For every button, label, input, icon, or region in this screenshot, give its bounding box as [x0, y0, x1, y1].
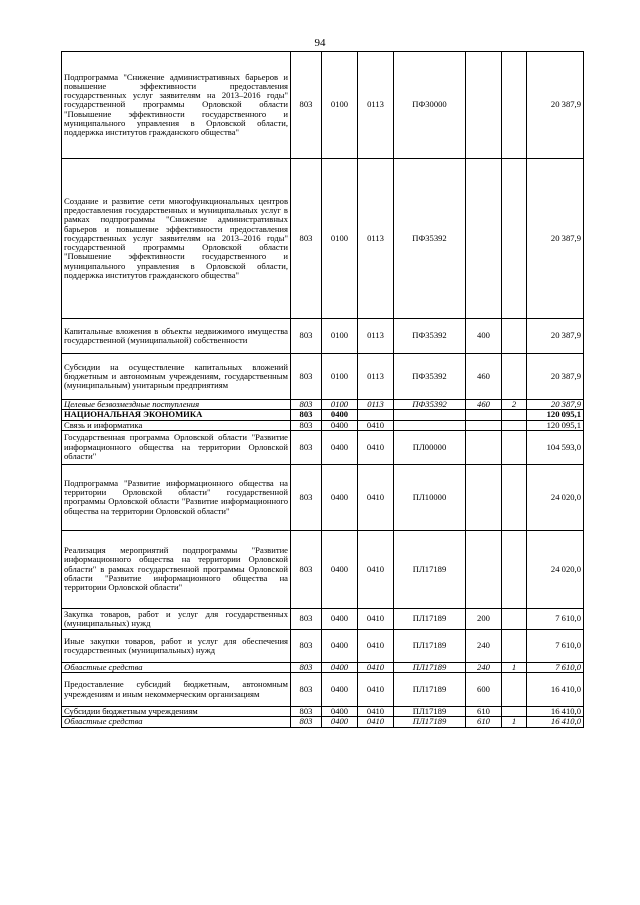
org-code-cell: 803 — [291, 410, 322, 420]
amount-cell: 20 387,9 — [527, 400, 584, 410]
subsection-code-cell: 0410 — [358, 707, 394, 717]
row-name-cell: Областные средства — [62, 717, 291, 727]
subsection-code-cell: 0410 — [358, 430, 394, 464]
table-row — [62, 464, 584, 530]
row-name-cell: Связь и информатика — [62, 420, 291, 430]
subsection-code-cell: 0410 — [358, 464, 394, 530]
amount-cell: 120 095,1 — [527, 420, 584, 430]
table-row — [62, 608, 584, 629]
fund-source-cell — [502, 707, 527, 717]
table-row — [62, 52, 584, 159]
article-code-cell: ПЛ17189 — [394, 707, 466, 717]
fund-source-cell — [502, 159, 527, 319]
org-code-cell: 803 — [291, 400, 322, 410]
expense-type-cell: 610 — [466, 717, 502, 727]
row-name-cell: Субсидии на осуществление капитальных вложений бюджетным и автономным учреждениям, государственным (муниципальным) унитарным предприятиям — [62, 354, 291, 400]
org-code-cell: 803 — [291, 354, 322, 400]
subsection-code-cell: 0113 — [358, 319, 394, 354]
article-code-cell — [394, 420, 466, 430]
subsection-code-cell: 0410 — [358, 530, 394, 608]
amount-cell: 20 387,9 — [527, 52, 584, 159]
row-name-cell: Областные средства — [62, 662, 291, 672]
fund-source-cell — [502, 464, 527, 530]
org-code-cell: 803 — [291, 464, 322, 530]
article-code-cell: ПФ35392 — [394, 159, 466, 319]
amount-cell: 16 410,0 — [527, 717, 584, 727]
expense-type-cell — [466, 159, 502, 319]
expense-type-cell: 460 — [466, 354, 502, 400]
expense-type-cell: 610 — [466, 707, 502, 717]
row-name-cell: Подпрограмма "Снижение административных барьеров и повышение эффективности предоставления государственных услуг заявителям на 2013–2016 годы" государственной программы Орловской области "Повышение эффективности государственного и муниципального управления в Орловской области, поддержка институтов гражданского общества" — [62, 52, 291, 159]
table-row — [62, 400, 584, 410]
subsection-code-cell: 0113 — [358, 52, 394, 159]
fund-source-cell — [502, 319, 527, 354]
subsection-code-cell: 0113 — [358, 159, 394, 319]
expense-type-cell: 460 — [466, 400, 502, 410]
article-code-cell: ПЛ17189 — [394, 608, 466, 629]
row-name-cell: Закупка товаров, работ и услуг для государственных (муниципальных) нужд — [62, 608, 291, 629]
table-row — [62, 717, 584, 727]
org-code-cell: 803 — [291, 707, 322, 717]
row-name-cell: Иные закупки товаров, работ и услуг для обеспечения государственных (муниципальных) нужд — [62, 629, 291, 662]
section-code-cell: 0400 — [322, 430, 358, 464]
section-code-cell: 0100 — [322, 354, 358, 400]
expense-type-cell: 200 — [466, 608, 502, 629]
table-row — [62, 662, 584, 672]
org-code-cell: 803 — [291, 530, 322, 608]
row-name-cell: Реализация мероприятий подпрограммы "Развитие информационного общества на территории Орловской области" в рамках государственной программы Орловской области "Развитие информационного общества на территории Орловской области" — [62, 530, 291, 608]
org-code-cell: 803 — [291, 608, 322, 629]
article-code-cell: ПФ30000 — [394, 52, 466, 159]
subsection-code-cell: 0113 — [358, 354, 394, 400]
org-code-cell: 803 — [291, 52, 322, 159]
article-code-cell: ПЛ17189 — [394, 662, 466, 672]
amount-cell: 20 387,9 — [527, 354, 584, 400]
fund-source-cell: 2 — [502, 400, 527, 410]
table-row — [62, 319, 584, 354]
expense-type-cell: 240 — [466, 629, 502, 662]
org-code-cell: 803 — [291, 420, 322, 430]
section-code-cell: 0100 — [322, 400, 358, 410]
row-name-cell: Капитальные вложения в объекты недвижимого имущества государственной (муниципальной) собственности — [62, 319, 291, 354]
subsection-code-cell: 0410 — [358, 717, 394, 727]
row-name-cell: Подпрограмма "Развитие информационного общества на территории Орловской области" государственной программы Орловской области "Развитие информационного общества на территории Орловской области" — [62, 464, 291, 530]
row-name-cell: Государственная программа Орловской области "Развитие информационного общества на территории Орловской области" — [62, 430, 291, 464]
fund-source-cell — [502, 420, 527, 430]
amount-cell: 16 410,0 — [527, 673, 584, 707]
table-row — [62, 707, 584, 717]
expense-type-cell — [466, 430, 502, 464]
table-row — [62, 530, 584, 608]
article-code-cell: ПЛ10000 — [394, 464, 466, 530]
amount-cell: 20 387,9 — [527, 159, 584, 319]
amount-cell: 104 593,0 — [527, 430, 584, 464]
row-name-cell: Целевые безвозмездные поступления — [62, 400, 291, 410]
section-code-cell: 0400 — [322, 530, 358, 608]
amount-cell: 7 610,0 — [527, 629, 584, 662]
fund-source-cell: 1 — [502, 662, 527, 672]
budget-table — [61, 51, 584, 728]
section-code-cell: 0400 — [322, 464, 358, 530]
subsection-code-cell: 0113 — [358, 400, 394, 410]
section-code-cell: 0400 — [322, 673, 358, 707]
section-code-cell: 0400 — [322, 707, 358, 717]
subsection-code-cell: 0410 — [358, 608, 394, 629]
subsection-code-cell — [358, 410, 394, 420]
org-code-cell: 803 — [291, 673, 322, 707]
org-code-cell: 803 — [291, 159, 322, 319]
article-code-cell: ПФ35392 — [394, 354, 466, 400]
expense-type-cell — [466, 52, 502, 159]
expense-type-cell — [466, 410, 502, 420]
row-name-cell: Создание и развитие сети многофункциональных центров предоставления государственных и муниципальных услуг в рамках подпрограммы "Снижение административных барьеров и повышение эффективности предоставления государственных услуг заявителям на 2013–2016 годы" государственной программы Орловской области "Повышение эффективности государственного и муниципального управления в Орловской области, поддержка институтов гражданского общества" — [62, 159, 291, 319]
fund-source-cell — [502, 530, 527, 608]
amount-cell: 120 095,1 — [527, 410, 584, 420]
table-body — [62, 52, 584, 728]
expense-type-cell: 600 — [466, 673, 502, 707]
table-row — [62, 629, 584, 662]
page-number: 94 — [314, 37, 326, 49]
org-code-cell: 803 — [291, 717, 322, 727]
subsection-code-cell: 0410 — [358, 662, 394, 672]
fund-source-cell — [502, 410, 527, 420]
fund-source-cell: 1 — [502, 717, 527, 727]
fund-source-cell — [502, 629, 527, 662]
org-code-cell: 803 — [291, 629, 322, 662]
expense-type-cell: 400 — [466, 319, 502, 354]
table-row — [62, 354, 584, 400]
section-code-cell: 0100 — [322, 52, 358, 159]
fund-source-cell — [502, 354, 527, 400]
expense-type-cell — [466, 464, 502, 530]
amount-cell: 24 020,0 — [527, 464, 584, 530]
table-row — [62, 410, 584, 420]
amount-cell: 24 020,0 — [527, 530, 584, 608]
row-name-cell: Субсидии бюджетным учреждениям — [62, 707, 291, 717]
org-code-cell: 803 — [291, 319, 322, 354]
subsection-code-cell: 0410 — [358, 673, 394, 707]
org-code-cell: 803 — [291, 662, 322, 672]
fund-source-cell — [502, 608, 527, 629]
article-code-cell: ПЛ17189 — [394, 673, 466, 707]
section-code-cell: 0400 — [322, 662, 358, 672]
amount-cell: 20 387,9 — [527, 319, 584, 354]
fund-source-cell — [502, 673, 527, 707]
amount-cell: 16 410,0 — [527, 707, 584, 717]
article-code-cell: ПФ35392 — [394, 400, 466, 410]
table-row — [62, 159, 584, 319]
article-code-cell: ПЛ17189 — [394, 629, 466, 662]
article-code-cell: ПФ35392 — [394, 319, 466, 354]
amount-cell: 7 610,0 — [527, 608, 584, 629]
section-code-cell: 0100 — [322, 159, 358, 319]
table-row — [62, 430, 584, 464]
section-code-cell: 0400 — [322, 420, 358, 430]
subsection-code-cell: 0410 — [358, 420, 394, 430]
article-code-cell: ПЛ17189 — [394, 530, 466, 608]
org-code-cell: 803 — [291, 430, 322, 464]
table-row — [62, 420, 584, 430]
article-code-cell: ПЛ17189 — [394, 717, 466, 727]
article-code-cell: ПЛ00000 — [394, 430, 466, 464]
section-code-cell: 0400 — [322, 629, 358, 662]
expense-type-cell: 240 — [466, 662, 502, 672]
section-code-cell: 0400 — [322, 717, 358, 727]
fund-source-cell — [502, 52, 527, 159]
expense-type-cell — [466, 530, 502, 608]
fund-source-cell — [502, 430, 527, 464]
subsection-code-cell: 0410 — [358, 629, 394, 662]
row-name-cell: Предоставление субсидий бюджетным, автономным учреждениям и иным некоммерческим организациям — [62, 673, 291, 707]
section-code-cell: 0100 — [322, 319, 358, 354]
table-row — [62, 673, 584, 707]
expense-type-cell — [466, 420, 502, 430]
section-code-cell: 0400 — [322, 608, 358, 629]
row-name-cell: НАЦИОНАЛЬНАЯ ЭКОНОМИКА — [62, 410, 291, 420]
amount-cell: 7 610,0 — [527, 662, 584, 672]
section-code-cell: 0400 — [322, 410, 358, 420]
article-code-cell — [394, 410, 466, 420]
